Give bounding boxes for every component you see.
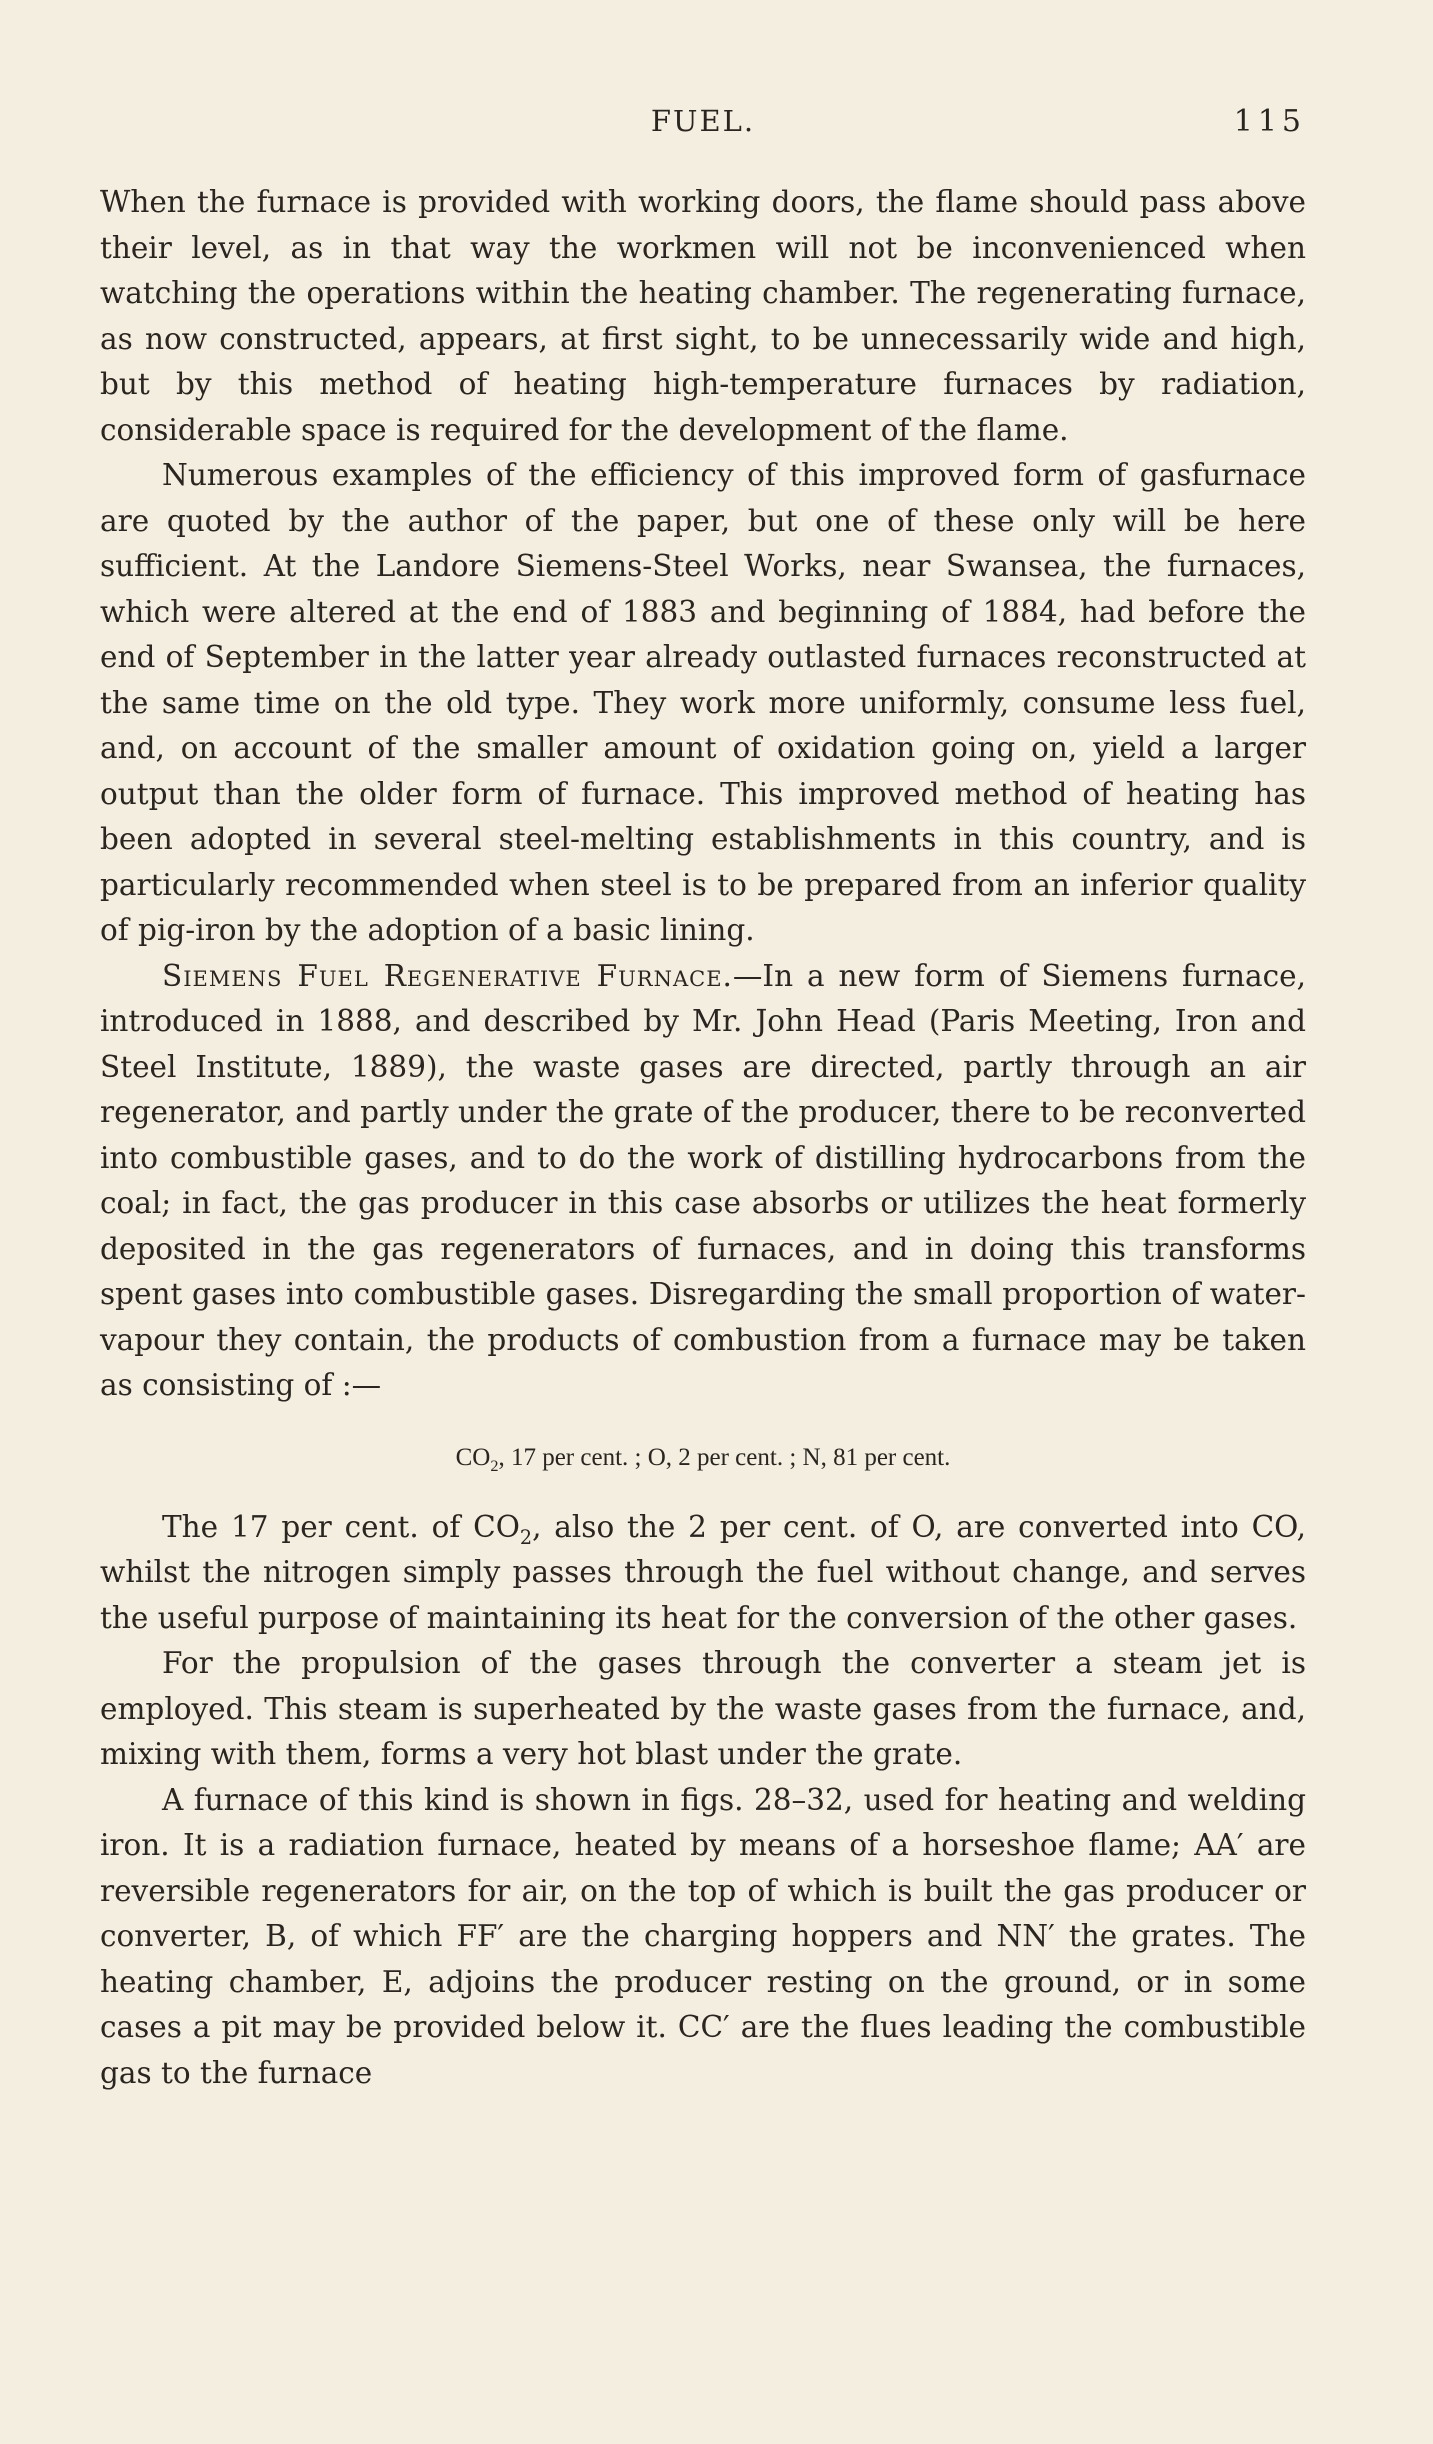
paragraph-5: For the propulsion of the gases through the converter a steam jet is employed. This steam is superheated by the waste gases from the furnace, and, mixing with them, forms a very hot blast under the grate. — [100, 1646, 1306, 1771]
paragraph-4-rest: , also the 2 per cent. of O, are converted into CO, whilst the nitrogen simply passes through the fuel without change, and serves the useful purpose of maintaining its heat for the conversion of the other gases. — [100, 1509, 1306, 1635]
paragraph-4-start: The 17 per cent. of CO — [162, 1509, 520, 1544]
running-head: FUEL. — [650, 104, 756, 138]
paragraph-3-body: —In a new form of Siemens furnace, introduced in 1888, and described by Mr. John Head (Paris Meeting, Iron and Steel Institute, 1889), the waste gases are directed, partly through an air regenerator, and partly under the grate of the producer, there to be reconverted into combustible gases, and to do the work of distilling hydrocarbons from the coal; in fact, the gas producer in this case absorbs or utilizes the heat formerly deposited in the gas regenerators of furnaces, and in doing this transforms spent gases into combustible gases. Disregarding the small proportion of water-vapour they contain, the products of combustion from a furnace may be taken as consisting of :— — [100, 958, 1306, 1402]
paragraph-3 — [100, 954, 1306, 1409]
page-header — [100, 100, 1306, 148]
paragraph-1: When the furnace is provided with working doors, the flame should pass above their level, as in that way the workmen will not be inconvenienced when watching the operations within the heating chamber. The regenerating furnace, as now constructed, appears, at first sight, to be unnecessarily wide and high, but by this method of heating high-temperature furnaces by radiation, considerable space is required for the development of the flame. — [100, 185, 1306, 447]
paragraph-4 — [100, 1505, 1306, 1642]
formula-rest: , 17 per cent. ; O, 2 per cent. ; N, 81 per cent. — [498, 1443, 951, 1471]
page-number: 115 — [1233, 104, 1306, 139]
paragraph-2: Numerous examples of the efficiency of this improved form of gasfurnace are quoted by the author of the paper, but one of these only will be here sufficient. At the Landore Siemens-Steel Works, near Swansea, the furnaces, which were altered at the end of 1883 and beginning of 1884, had before the end of September in the latter year already outlasted furnaces reconstructed at the same time on the old type. They work more uniformly, consume less fuel, and, on account of the smaller amount of oxidation going on, yield a larger output than the older form of furnace. This improved method of heating has been adopted in several steel-melting establishments in this country, and is particularly recommended when steel is to be prepared from an inferior quality of pig-iron by the adoption of a basic lining. — [100, 458, 1306, 947]
gas-composition-formula — [100, 1443, 1306, 1473]
paragraph-4-subscript: 2 — [519, 1525, 533, 1549]
formula-subscript: 2 — [490, 1456, 499, 1475]
section-heading: Siemens Fuel Regenerative Furnace. — [162, 958, 733, 993]
formula-co: CO — [455, 1443, 491, 1471]
body-text — [100, 180, 1306, 2096]
paragraph-6: A furnace of this kind is shown in figs. 28–32, used for heating and welding iron. It is a radiation furnace, heated by means of a horseshoe flame; AA′ are reversible regenerators for air, on the top of which is built the gas producer or converter, B, of which FF′ are the charging hoppers and NN′ the grates. The heating chamber, E, adjoins the producer resting on the ground, or in some cases a pit may be provided below it. CC′ are the flues leading the combustible gas to the furnace — [100, 1782, 1306, 2090]
